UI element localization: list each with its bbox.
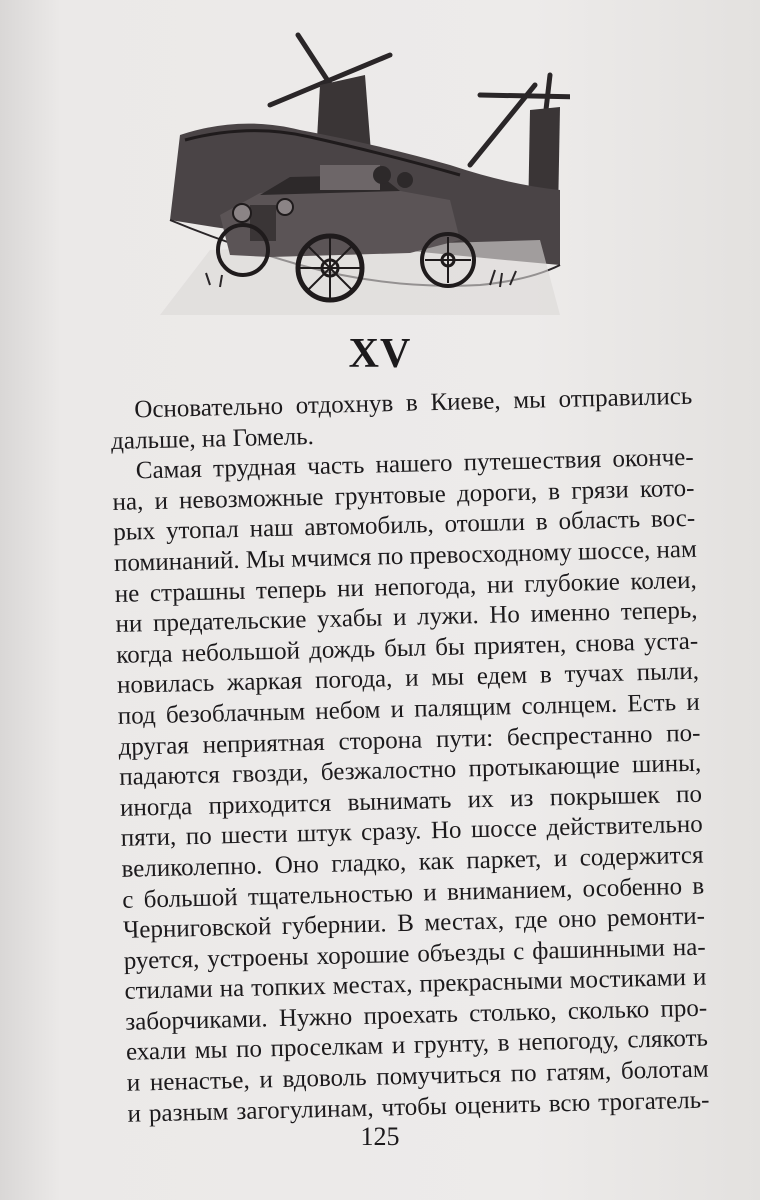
chapter-number: XV bbox=[348, 331, 412, 377]
text-line: рых утопал наш автомобиль, отошли в область вос- bbox=[113, 505, 696, 547]
text-line: великолепно. Оно гладко, как паркет, и содержится bbox=[121, 841, 704, 883]
text-line: не страшны теперь ни непогода, ни глубокие колеи, bbox=[114, 566, 697, 608]
page-number: 125 bbox=[360, 1122, 400, 1151]
chapter-body-text bbox=[110, 382, 710, 1130]
text-line: и разным загогулинам, чтобы оценить всю трогатель- bbox=[127, 1086, 710, 1128]
paragraph-2 bbox=[111, 443, 709, 1130]
text-line: когда небольшой дождь был бы приятен, снова уста- bbox=[116, 627, 699, 669]
text-line: руется, устроены хорошие объезды с фашинными на- bbox=[123, 933, 706, 975]
text-line: ни предательские ухабы и лужи. Но именно теперь, bbox=[115, 596, 698, 639]
text-line: стилами на топких местах, прекрасными мостиками и bbox=[124, 963, 707, 1006]
text-line: другая неприятная сторона пути: беспрестанно по- bbox=[118, 719, 701, 761]
text-line: под безоблачным небом и палящим солнцем. Есть и bbox=[117, 688, 700, 730]
text-line: Основательно отдохнув в Киеве, мы отправились bbox=[134, 382, 693, 424]
text-line: и ненастье, и вдоволь помучиться по гатям, болотам bbox=[126, 1055, 709, 1097]
text-line: иногда приходится вынимать их из покрышек по bbox=[119, 780, 703, 822]
text-line: Черниговской губернии. В местах, где оно ремонти- bbox=[122, 902, 706, 944]
text-line: на, и невозможные грунтовые дороги, в грязи кото- bbox=[112, 474, 695, 516]
text-line: с большой тщательностью и вниманием, особенно в bbox=[121, 872, 705, 914]
text-line: падаются гвозди, безжалостно протыкающие шины, bbox=[118, 749, 702, 792]
text-line: дальше, на Гомель. bbox=[110, 422, 315, 455]
text-line: поминаний. Мы мчимся по превосходному шоссе, нам bbox=[113, 535, 698, 577]
text-line: новилась жаркая погода, и мы едем в тучах пыли, bbox=[116, 658, 700, 700]
text-line: ехали мы по проселкам и грунту, в непогоду, слякоть bbox=[125, 1025, 709, 1067]
text-line: пяти, по шести штук сразу. Но шоссе действительно bbox=[120, 810, 703, 853]
text-line: Самая трудная часть нашего путешествия оконче- bbox=[135, 443, 695, 485]
vintage-car-illustration bbox=[150, 15, 570, 325]
text-line: заборчиками. Нужно проехать столько, сколько про- bbox=[124, 994, 708, 1036]
